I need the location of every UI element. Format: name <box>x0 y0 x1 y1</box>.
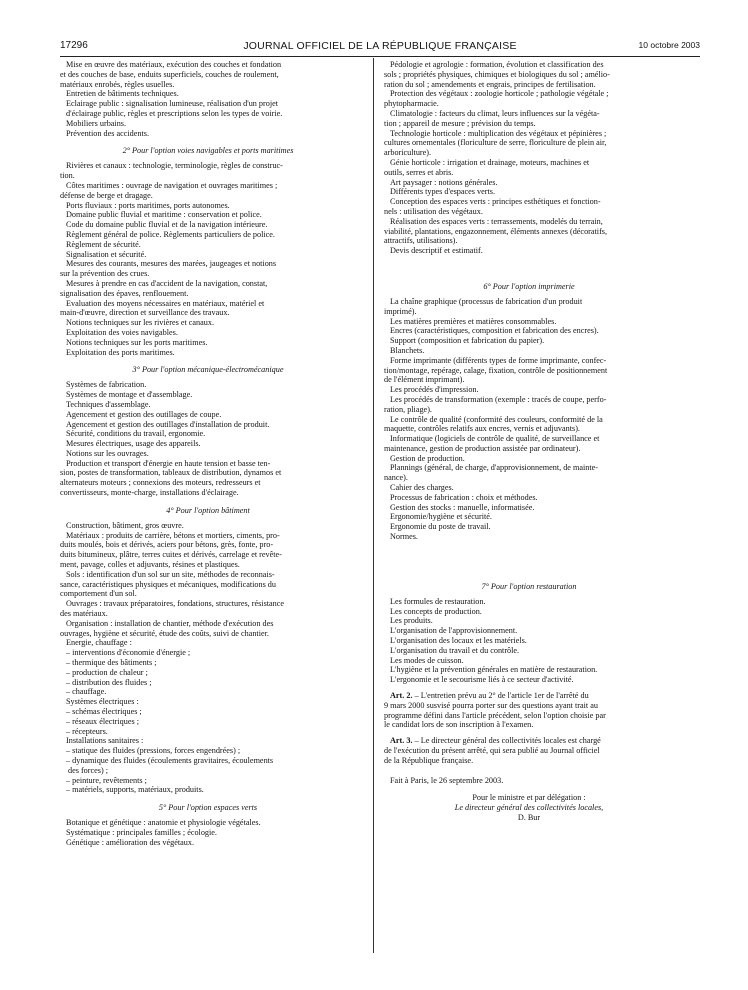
section-7-body-line: L'hygiène et la prévention générales en matière de restauration. <box>390 665 598 675</box>
article-3-line-1: – Le directeur général des collectivités locales est chargé <box>412 736 601 746</box>
right-intro-line: arboriculture). <box>384 148 432 158</box>
section-6-body-line: Les matières premières et matières consommables. <box>390 316 557 326</box>
left-intro-line: matériaux enrobés, règles usuelles. <box>60 79 175 89</box>
section-6-body-line: Normes. <box>390 532 418 542</box>
section-3-body <box>60 380 356 498</box>
right-intro-line: Art paysager : notions générales. <box>390 177 498 187</box>
section-4-body-line: des forces) ; <box>68 765 109 775</box>
section-6-title: 6° Pour l'option imprimerie <box>483 281 575 291</box>
article-2-line-4: le candidat lors de son inscription à l'examen. <box>384 720 534 730</box>
section-2-body-line: Signalisation et sécurité. <box>66 249 147 259</box>
right-intro-line: Pédologie et agrologie : formation, évolution et classification des <box>390 60 604 69</box>
column-divider <box>373 58 374 953</box>
right-intro-line: Protection des végétaux : zoologie horticole ; pathologie végétale ; <box>390 89 609 99</box>
section-2-body-line: main-d'œuvre, direction et surveillance des travaux. <box>60 308 230 318</box>
section-6-body-line: de l'élément imprimant). <box>384 375 465 385</box>
right-intro-line: ration du sol ; amendements et engrais, principes de fertilisation. <box>384 79 596 89</box>
section-3-body-line: Systèmes de montage et d'assemblage. <box>66 390 193 400</box>
section-7-body-line: Les formules de restauration. <box>390 596 486 606</box>
right-intro-line: Technologie horticole : multiplication des végétaux et pépinières ; <box>390 128 607 138</box>
signature-name: D. Bur <box>517 813 541 823</box>
right-intro-line: Climatologie : facteurs du climat, leurs influences sur la végéta- <box>390 108 600 118</box>
left-intro-line: et des couches de base, enduits superficiels, couches de roulement, <box>60 69 279 79</box>
journal-title: JOURNAL OFFICIEL DE LA RÉPUBLIQUE FRANÇAISE <box>243 40 517 52</box>
signature-line-1: Pour le ministre et par délégation : <box>472 793 586 803</box>
right-intro-line: Différents types d'espaces verts. <box>390 187 495 197</box>
section-4-body-line: ouvrages, hygiène et sécurité, étude des coûts, suivi de chantier. <box>60 628 269 638</box>
section-2-body-line: Rivières et canaux : technologie, terminologie, règles de construc- <box>66 161 283 171</box>
section-6-body-line: ration, pliage). <box>384 404 432 414</box>
left-intro-line: Prévention des accidents. <box>66 128 149 138</box>
section-4-body-line: Matériaux : produits de carrière, bétons et mortiers, ciments, pro- <box>66 530 280 540</box>
section-4-body-line: – réseaux électriques ; <box>66 716 139 726</box>
section-3-body-line: sion, postes de transformation, tableaux de distribution, dynamos et <box>60 468 282 478</box>
section-4-body-line: ment, pavage, colles et adjuvants, résines et plastiques. <box>60 560 240 570</box>
section-2-body-line: Notions techniques sur les ports maritimes. <box>66 337 208 347</box>
section-2-body-line: défense de berge et dragage. <box>60 190 153 200</box>
section-3-body-line: Production et transport d'énergie en haute tension et basse ten- <box>66 458 271 468</box>
signature-line-2: Le directeur général des collectivités locales, <box>454 803 604 813</box>
section-7-title: 7° Pour l'option restauration <box>481 581 577 591</box>
section-2-body-line: Mesures à prendre en cas d'accident de la navigation, constat, <box>66 278 268 288</box>
left-intro-line: Mobiliers urbains. <box>66 118 127 128</box>
section-6-body-line: Processus de fabrication : choix et méthodes. <box>390 492 538 502</box>
section-7-body-line: L'ergonomie et le secourisme liés à ce secteur d'activité. <box>390 675 574 685</box>
section-2-body-line: Notions techniques sur les rivières et canaux. <box>66 318 215 328</box>
section-2-body-line: Exploitation des ports maritimes. <box>66 347 175 357</box>
section-3-body-line: Notions sur les ouvrages. <box>66 448 149 458</box>
section-3-body-line: Mesures électriques, usage des appareils. <box>66 439 201 449</box>
section-2-body-line: signalisation des épaves, renflouement. <box>60 288 189 298</box>
section-6-body-line: Le contrôle de qualité (conformité des couleurs, conformité de la <box>390 414 603 424</box>
section-4-body-line: Systèmes électriques : <box>66 697 139 707</box>
section-5-body <box>60 818 356 847</box>
section-4-body-line: duits moulés, bois et dérivés, aciers pour bétons, grès, fonte, pro- <box>60 540 274 550</box>
left-intro-line: Entretien de bâtiments techniques. <box>66 89 179 99</box>
section-6-body-line: Gestion de production. <box>390 453 465 463</box>
section-6-body-line: Les procédés de transformation (exemple : tracés de coupe, perfo- <box>390 394 607 404</box>
section-2-body-line: Règlement de sécurité. <box>66 239 141 249</box>
section-3-body-line: Techniques d'assemblage. <box>66 399 151 409</box>
section-6-body-line: Support (composition et fabrication du papier). <box>390 336 545 346</box>
section-4-body-line: – interventions d'économie d'énergie ; <box>66 648 191 658</box>
article-2-line-1: – L'entretien prévu au 2° de l'article 1er de l'arrêté du <box>412 691 589 701</box>
section-6-body-line: Blanchets. <box>390 345 425 355</box>
section-4-body-line: – peinture, revêtements ; <box>66 775 147 785</box>
section-6-body-line: imprimé). <box>384 306 417 316</box>
left-column <box>60 60 356 848</box>
section-6-body <box>384 297 674 542</box>
section-4-body-line: Sols : identification d'un sol sur un site, méthodes de reconnais- <box>66 569 275 579</box>
left-intro-line: Mise en œuvre des matériaux, exécution des couches et fondation <box>66 60 282 69</box>
section-7-body-line: L'organisation de l'approvisionnement. <box>390 626 518 636</box>
left-intro-line: d'éclairage public, règles et prescriptions selon les types de voirie. <box>66 108 283 118</box>
right-column <box>384 60 674 823</box>
section-2-body <box>60 161 356 357</box>
left-intro-line: Eclairage public : signalisation lumineuse, réalisation d'un projet <box>66 99 279 109</box>
page-header <box>60 40 700 57</box>
section-6-body-line: Forme imprimante (différents types de forme imprimante, confec- <box>390 355 607 365</box>
section-7-body-line: L'organisation des locaux et les matériels. <box>390 636 527 646</box>
section-4-title: 4° Pour l'option bâtiment <box>166 505 250 515</box>
right-intro-line: Conception des espaces verts : principes esthétiques et fonction- <box>390 197 601 207</box>
page-number: 17296 <box>60 40 88 51</box>
section-3-body-line: convertisseurs, monte-charge, installations d'éclairage. <box>60 488 239 498</box>
section-4-body-line: Construction, bâtiment, gros œuvre. <box>66 520 184 530</box>
section-4-body-line: duits bitumineux, plâtre, terres cuites et dérivés, carrelage et revête- <box>60 550 282 560</box>
section-4-body-line: des matériaux. <box>60 609 108 619</box>
section-3-body-line: Systèmes de fabrication. <box>66 380 147 390</box>
section-4-body-line: – statique des fluides (pressions, forces engendrées) ; <box>66 746 241 756</box>
section-7-body <box>384 597 674 685</box>
right-intro-line: outils, serres et abris. <box>384 167 454 177</box>
section-5-body-line: Botanique et génétique : anatomie et physiologie végétales. <box>66 818 261 828</box>
section-3-body-line: Sécurité, conditions du travail, ergonomie. <box>66 429 206 439</box>
section-3-body-line: alternateurs moteurs ; connexions des moteurs, redresseurs et <box>60 478 261 488</box>
section-4-body-line: – thermique des bâtiments ; <box>66 658 157 668</box>
issue-date: 10 octobre 2003 <box>638 40 700 50</box>
right-intro <box>384 60 674 256</box>
section-4-body-line: – distribution des fluides ; <box>66 677 152 687</box>
article-2-line-2: 9 mars 2000 susvisé pourra porter sur des questions ayant trait au <box>384 700 598 710</box>
section-7-body-line: L'organisation du travail et du contrôle. <box>390 645 520 655</box>
done-at: Fait à Paris, le 26 septembre 2003. <box>390 775 504 785</box>
article-2-first-line <box>384 691 674 701</box>
section-2-title: 2° Pour l'option voies navigables et ports maritimes <box>122 146 294 156</box>
section-2-body-line: sur la prévention des crues. <box>60 269 150 279</box>
right-intro-line: attractifs, utilisations). <box>384 236 458 246</box>
article-3-first-line <box>384 736 674 746</box>
section-5-title: 5° Pour l'option espaces verts <box>158 803 258 813</box>
section-3-body-line: Agencement et gestion des outillages d'installation de produit. <box>66 419 270 429</box>
section-2-body-line: Mesures des courants, mesures des marées, jaugeages et notions <box>66 259 277 269</box>
section-7-body-line: Les concepts de production. <box>390 606 482 616</box>
section-4-body-line: Installations sanitaires : <box>66 736 144 746</box>
section-4-body-line: Energie, chauffage : <box>66 638 132 648</box>
section-2-body-line: Côtes maritimes : ouvrage de navigation et ouvrages maritimes ; <box>66 180 278 190</box>
section-6-body-line: maquette, contrôles relatifs aux encres, vernis et adjuvants). <box>384 424 580 434</box>
section-4-body-line: comportement d'un sol. <box>60 589 137 599</box>
section-6-body-line: maintenance, gestion de production assistée par ordinateur). <box>384 443 581 453</box>
section-4-body-line: – chauffage. <box>66 687 107 697</box>
left-intro <box>60 60 356 138</box>
section-4-body <box>60 521 356 795</box>
article-2-line-3: programme défini dans l'article précédent, selon l'option choisie par <box>384 710 606 720</box>
section-6-body-line: Cahier des charges. <box>390 483 454 493</box>
section-4-body-line: – production de chaleur ; <box>66 667 148 677</box>
section-2-body-line: Exploitation des voies navigables. <box>66 327 178 337</box>
section-3-body-line: Agencement et gestion des outillages de coupe. <box>66 409 222 419</box>
section-6-body-line: Ergonomie/hygiène et sécurité. <box>390 512 492 522</box>
right-intro-line: viabilité, plantations, engazonnement, éléments annexes (décoratifs, <box>384 226 608 236</box>
section-6-body-line: Informatique (logiciels de contrôle de qualité, de surveillance et <box>390 434 600 444</box>
section-2-body-line: Domaine public fluvial et maritime : conservation et police. <box>66 210 262 220</box>
right-intro-line: Devis descriptif et estimatif. <box>390 246 483 256</box>
section-4-body-line: – matériels, supports, matériaux, produits. <box>66 785 204 795</box>
right-intro-line: sols ; propriétés physiques, chimiques et biologiques du sol ; amélio- <box>384 69 610 79</box>
section-4-body-line: – récepteurs. <box>66 726 108 736</box>
article-3-line-3: de la République française. <box>384 755 474 765</box>
right-intro-line: tion ; appareil de mesure ; prévision du temps. <box>384 118 536 128</box>
right-intro-line: nels : utilisation des végétaux. <box>384 206 483 216</box>
article-3-label: Art. 3. <box>390 736 413 746</box>
section-4-body-line: sance, caractéristiques physiques et mécaniques, modifications du <box>60 579 276 589</box>
right-intro-line: Génie horticole : irrigation et drainage, moteurs, machines et <box>390 157 590 167</box>
section-7-body-line: Les produits. <box>390 616 433 626</box>
section-6-body-line: Plannings (général, de charge, d'approvisionnement, de mainte- <box>390 463 598 473</box>
section-4-body-line: Ouvrages : travaux préparatoires, fondations, structures, résistance <box>66 599 285 609</box>
section-4-body-line: – schémas électriques ; <box>66 707 142 717</box>
section-2-body-line: Code du domaine public fluvial et de la navigation intérieure. <box>66 220 268 230</box>
article-3-line-2: de l'exécution du présent arrêté, qui sera publié au Journal officiel <box>384 746 600 756</box>
section-6-body-line: Gestion des stocks : manuelle, informatisée. <box>390 502 535 512</box>
section-6-body-line: La chaîne graphique (processus de fabrication d'un produit <box>390 296 583 306</box>
section-7-body-line: Les modes de cuisson. <box>390 655 464 665</box>
right-intro-line: cultures ornementales (floriculture de serre, floriculture de plein air, <box>384 138 607 148</box>
section-4-body-line: Organisation : installation de chantier, méthode d'exécution des <box>66 618 274 628</box>
section-3-title: 3° Pour l'option mécanique-électromécanique <box>132 365 284 375</box>
section-2-body-line: Règlement général de police. Règlements particuliers de police. <box>66 229 275 239</box>
section-4-body-line: – dynamique des fluides (écoulements gravitaires, écoulements <box>66 756 274 765</box>
right-intro-line: Réalisation des espaces verts : terrassements, modelés du terrain, <box>390 216 603 226</box>
signature-block <box>384 793 674 823</box>
section-2-body-line: Ports fluviaux : ports maritimes, ports autonomes. <box>66 200 230 210</box>
article-2-label: Art. 2. <box>390 691 413 701</box>
section-6-body-line: tion/montage, repérage, calage, fixation, contrôle de positionnement <box>384 365 608 375</box>
section-2-body-line: Evaluation des moyens nécessaires en matériaux, matériel et <box>66 298 265 308</box>
section-6-body-line: Ergonomie du poste de travail. <box>390 522 491 532</box>
section-5-body-line: Systématique : principales familles ; écologie. <box>66 827 217 837</box>
right-intro-line: phytopharmacie. <box>384 99 439 109</box>
section-2-body-line: tion. <box>60 171 75 181</box>
section-6-body-line: Encres (caractéristiques, composition et fabrication des encres). <box>390 326 599 336</box>
section-6-body-line: Les procédés d'impression. <box>390 385 479 395</box>
section-6-body-line: nance). <box>384 473 408 483</box>
section-5-body-line: Génétique : amélioration des végétaux. <box>66 837 194 847</box>
